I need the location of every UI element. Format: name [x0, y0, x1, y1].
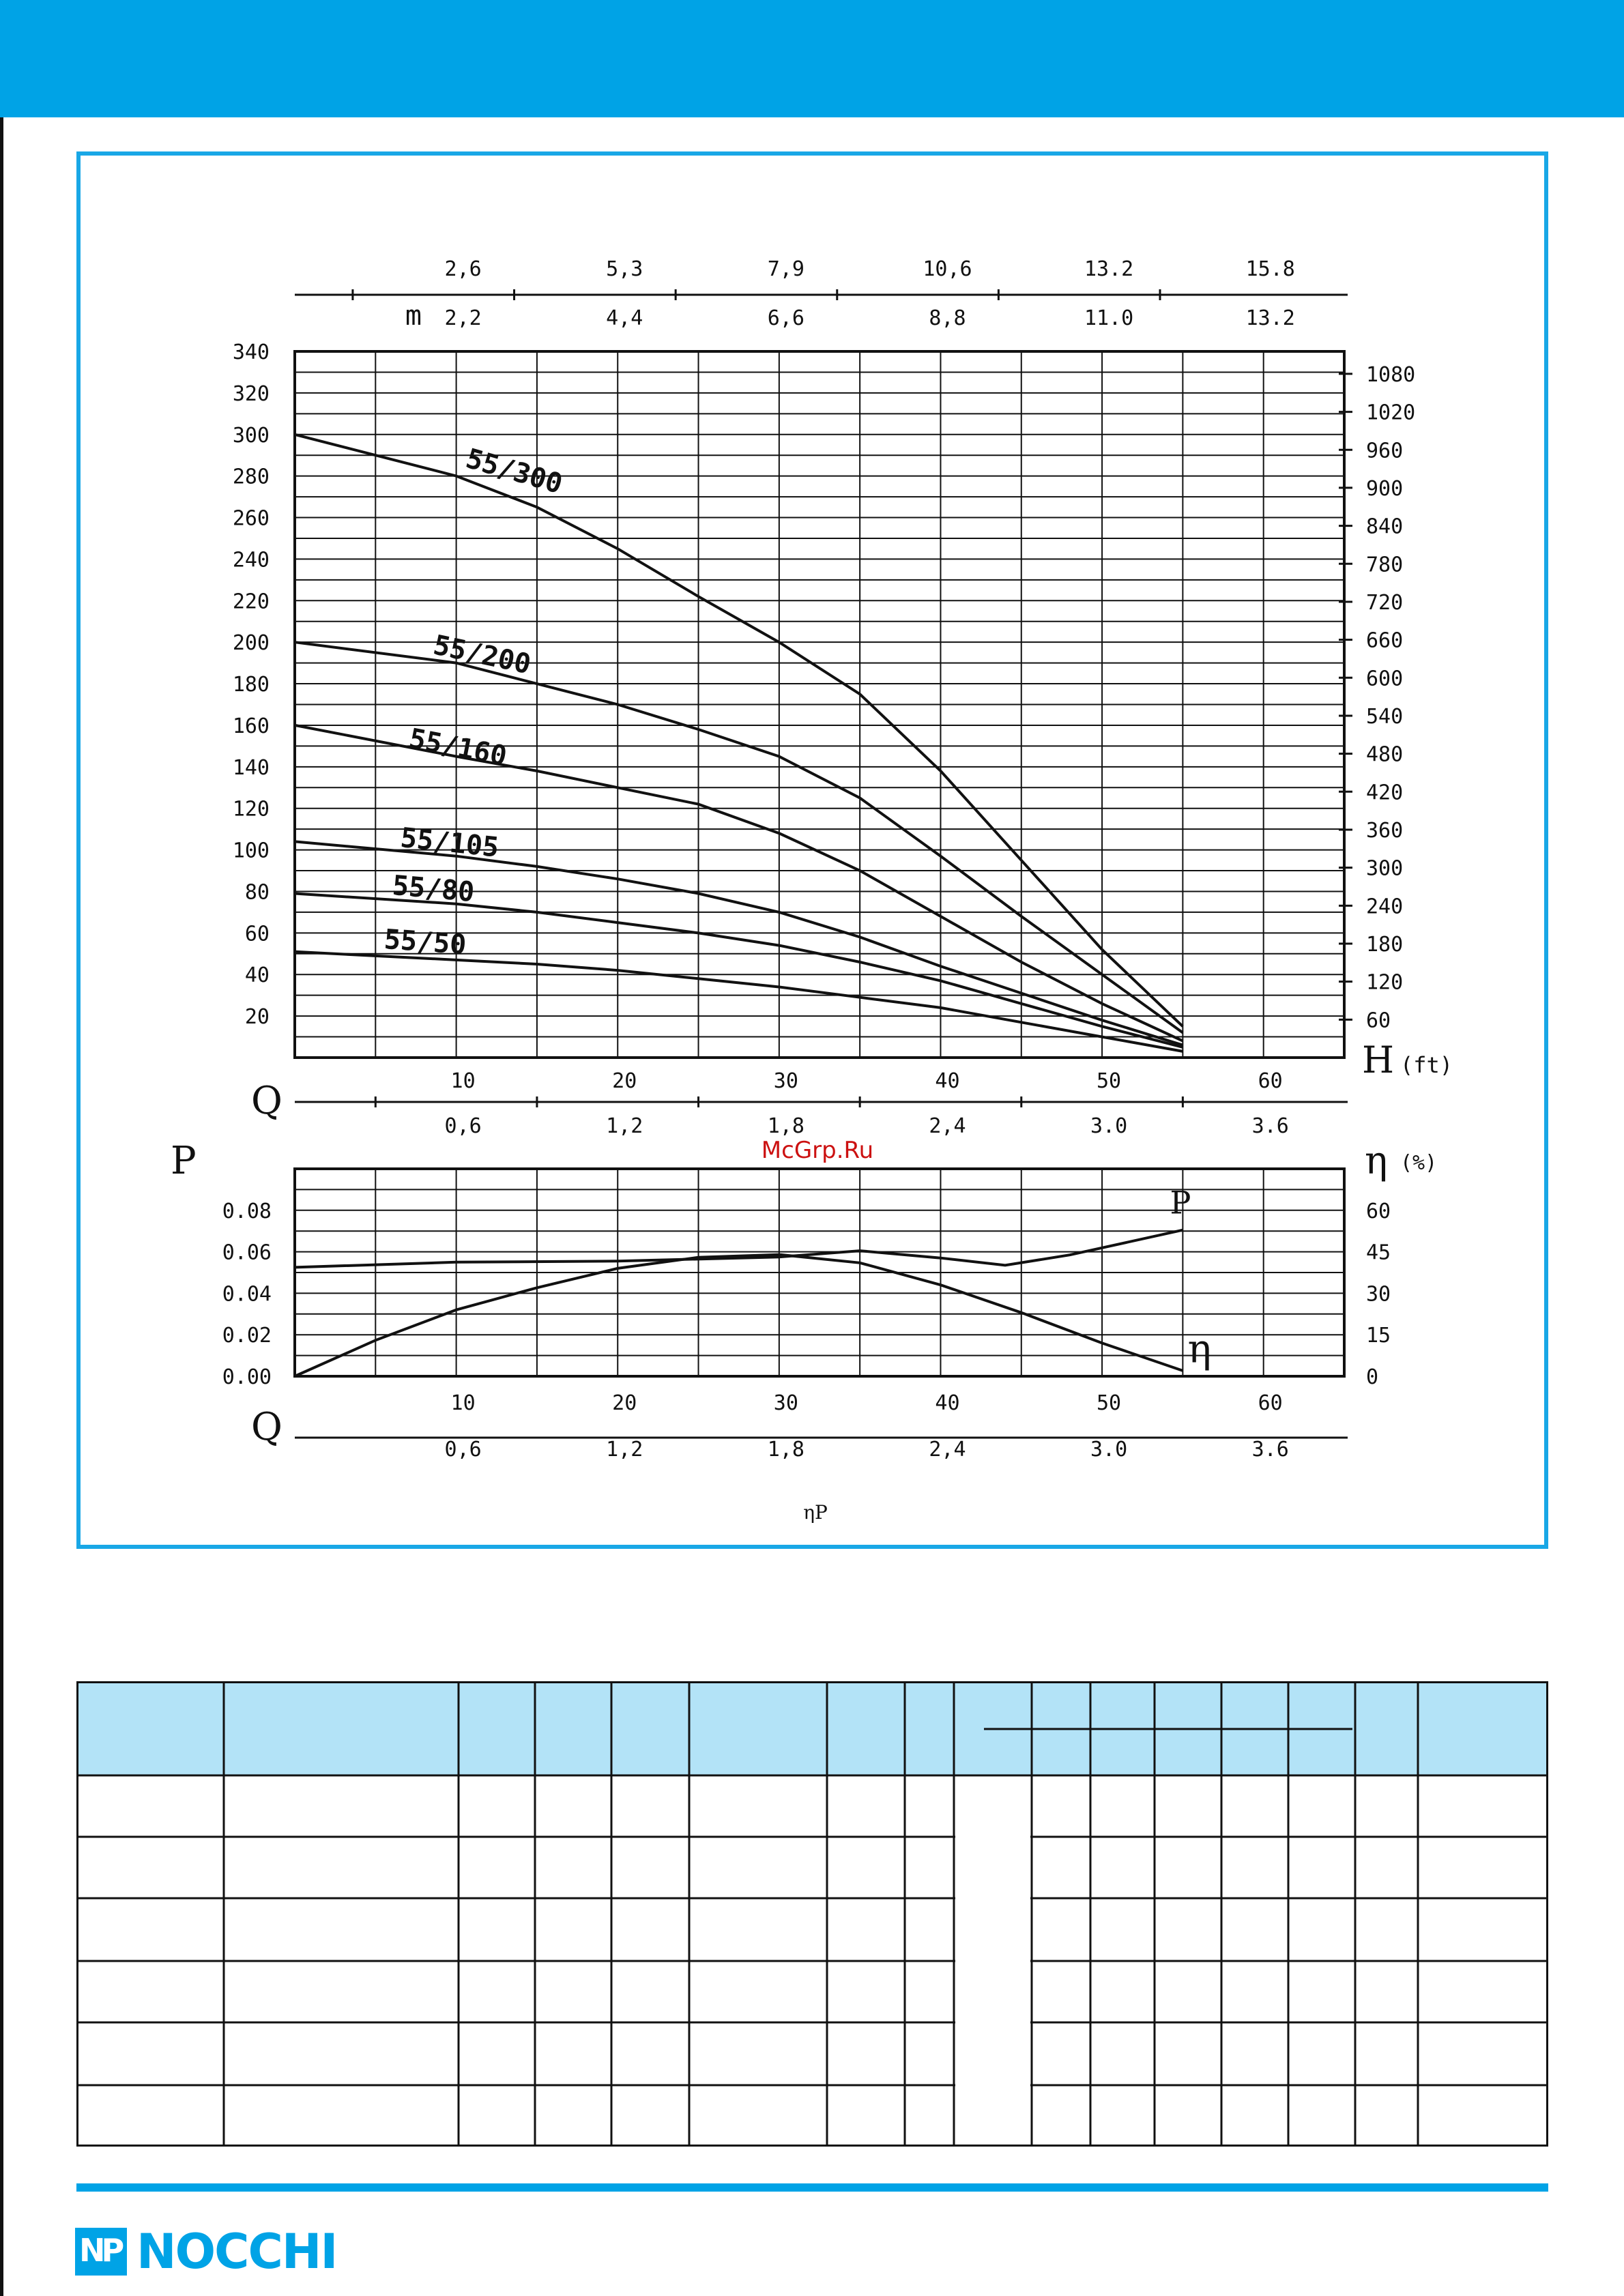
chart1-y-tick-label: 40: [244, 963, 270, 988]
top-axis-2-label: 11.0: [1084, 306, 1134, 330]
chart1-right-tick-label: 360: [1366, 818, 1404, 843]
series-label: 55/105: [398, 822, 501, 864]
chart1-y-tick-label: 80: [244, 880, 270, 905]
chart1-right-tick-label: 240: [1366, 895, 1404, 919]
table-merged-cell: [955, 1777, 1030, 2145]
chart2-right-tick-label: 30: [1366, 1282, 1391, 1307]
chart1-y-tick-label: 100: [232, 839, 270, 863]
chart1-y-tick-label: 300: [232, 423, 270, 448]
chart1-y-tick-label: 340: [232, 340, 270, 364]
chart2-y-tick-label: 0.00: [222, 1365, 272, 1389]
top-axis-1-label: 2,6: [444, 257, 482, 281]
chart2-x-tick-label: 10: [450, 1391, 476, 1415]
series-label: 55/50: [383, 923, 467, 961]
chart2-x-tick-label-2: 0,6: [444, 1438, 482, 1462]
chart1-right-tick-label: 600: [1366, 667, 1404, 691]
chart2-y-tick-label: 0.02: [222, 1324, 272, 1348]
chart2-x-tick-label: 50: [1097, 1391, 1122, 1415]
top-axis-1-label: 13.2: [1084, 257, 1134, 281]
efficiency-curve-label: η: [1187, 1325, 1212, 1372]
chart1-x-tick-label-2: 3.6: [1251, 1114, 1289, 1138]
chart2-x-tick-label-2: 3.6: [1251, 1438, 1289, 1462]
chart1-y-tick-label: 200: [232, 631, 270, 656]
top-axis-1-label: 10,6: [923, 257, 972, 281]
top-axis-2-label: 4,4: [606, 306, 643, 330]
chart2-x-tick-label-2: 1,8: [767, 1438, 804, 1462]
chart1-y-tick-label: 20: [244, 1005, 270, 1030]
chart2-right-tick-label: 45: [1366, 1240, 1391, 1265]
chart1-y-tick-label: 160: [232, 714, 270, 738]
chart2-x-tick-label-2: 1,2: [606, 1438, 643, 1462]
chart1-x-tick-label: 10: [450, 1069, 476, 1093]
chart1-x-tick-label-2: 3.0: [1090, 1114, 1128, 1138]
chart1-x-tick-label-2: 1,2: [606, 1114, 643, 1138]
chart2-right-axis-label: η: [1365, 1139, 1388, 1183]
chart2-y-tick-label: 0.08: [222, 1199, 272, 1223]
chart2-x-tick-label-2: 3.0: [1090, 1438, 1128, 1462]
chart1-x-tick-label: 20: [612, 1069, 637, 1093]
chart1-right-tick-label: 1020: [1366, 401, 1416, 425]
chart1-right-tick-label: 840: [1366, 514, 1404, 539]
chart2-right-tick-label: 0: [1366, 1365, 1379, 1389]
top-axis-1-label: 15.8: [1245, 257, 1295, 281]
chart1-right-tick-label: 780: [1366, 553, 1404, 577]
chart1-y-tick-label: 180: [232, 673, 270, 697]
spec-table: [76, 1681, 1548, 2147]
top-axis-2-label: 2,2: [444, 306, 482, 330]
chart2-right-tick-label: 15: [1366, 1324, 1391, 1348]
chart1-y-tick-label: 140: [232, 755, 270, 780]
chart2-x-tick-label: 20: [612, 1391, 637, 1415]
chart1-x-tick-label: 50: [1097, 1069, 1122, 1093]
top-axis-1-label: 7,9: [767, 257, 804, 281]
head-curve-55-80: [295, 894, 1183, 1047]
chart1-right-tick-label: 960: [1366, 439, 1404, 463]
chart1-y-tick-label: 260: [232, 506, 270, 531]
series-label: 55/160: [406, 723, 510, 772]
chart1-right-axis-unit: (ft): [1400, 1052, 1453, 1078]
chart2-bottom-note: ηP: [803, 1501, 828, 1524]
power-curve: [295, 1230, 1183, 1268]
chart2-right-tick-label: 60: [1366, 1199, 1391, 1223]
np-logo-icon: [75, 2228, 127, 2276]
chart2-x-tick-label: 60: [1258, 1391, 1283, 1415]
chart1-x-tick-label-2: 1,8: [767, 1114, 804, 1138]
chart1-y-tick-label: 220: [232, 590, 270, 614]
logo-text: NOCCHI: [136, 2224, 337, 2280]
chart1-right-tick-label: 900: [1366, 476, 1404, 501]
series-label: 55/80: [391, 869, 476, 909]
power-curve-label: P: [1170, 1184, 1191, 1221]
chart2-x-tick-label: 30: [773, 1391, 798, 1415]
chart1-right-tick-label: 720: [1366, 590, 1404, 615]
chart1-x-tick-label: 30: [773, 1069, 798, 1093]
chart1-y-tick-label: 240: [232, 548, 270, 572]
footer-line: [76, 2183, 1548, 2192]
chart1-right-tick-label: 660: [1366, 628, 1404, 653]
chart1-right-tick-label: 60: [1366, 1008, 1391, 1033]
chart1-x-tick-label: 40: [935, 1069, 960, 1093]
chart2-q-axis-label: Q: [251, 1405, 282, 1449]
chart1-right-tick-label: 420: [1366, 781, 1404, 805]
chart1-right-axis-label: H: [1362, 1038, 1395, 1081]
top-axis-m-label: m: [405, 300, 422, 332]
chart1-y-tick-label: 120: [232, 797, 270, 822]
chart1-right-tick-label: 120: [1366, 970, 1404, 995]
top-axis-2-label: 6,6: [767, 306, 804, 330]
chart2-x-tick-label: 40: [935, 1391, 960, 1415]
watermark-text: McGrp.Ru: [761, 1137, 874, 1164]
series-label: 55/300: [462, 443, 566, 501]
series-label: 55/200: [431, 629, 534, 681]
chart2-y-tick-label: 0.04: [222, 1282, 272, 1307]
chart1-y-tick-label: 60: [244, 922, 270, 946]
nocchi-logo: [75, 2226, 336, 2278]
chart1-x-tick-label: 60: [1258, 1069, 1283, 1093]
chart1-q-axis-label: Q: [251, 1079, 282, 1123]
top-axis-2-label: 13.2: [1245, 306, 1295, 330]
chart2-right-axis-unit: (%): [1400, 1151, 1438, 1175]
chart1-right-tick-label: 180: [1366, 932, 1404, 957]
chart1-right-tick-label: 540: [1366, 704, 1404, 729]
chart2-y-tick-label: 0.06: [222, 1240, 272, 1265]
chart2-left-axis-label: P: [171, 1139, 197, 1183]
chart1-right-tick-label: 1080: [1366, 362, 1416, 387]
chart1-y-tick-label: 320: [232, 381, 270, 406]
chart1-right-tick-label: 480: [1366, 742, 1404, 767]
chart1-y-tick-label: 280: [232, 465, 270, 489]
chart1-right-tick-label: 300: [1366, 856, 1404, 881]
logo-mark-text: NP: [79, 2232, 121, 2269]
chart2-x-tick-label-2: 2,4: [929, 1438, 966, 1462]
chart1-x-tick-label-2: 2,4: [929, 1114, 966, 1138]
chart1-x-tick-label-2: 0,6: [444, 1114, 482, 1138]
top-axis-1-label: 5,3: [606, 257, 643, 281]
top-axis-2-label: 8,8: [929, 306, 966, 330]
